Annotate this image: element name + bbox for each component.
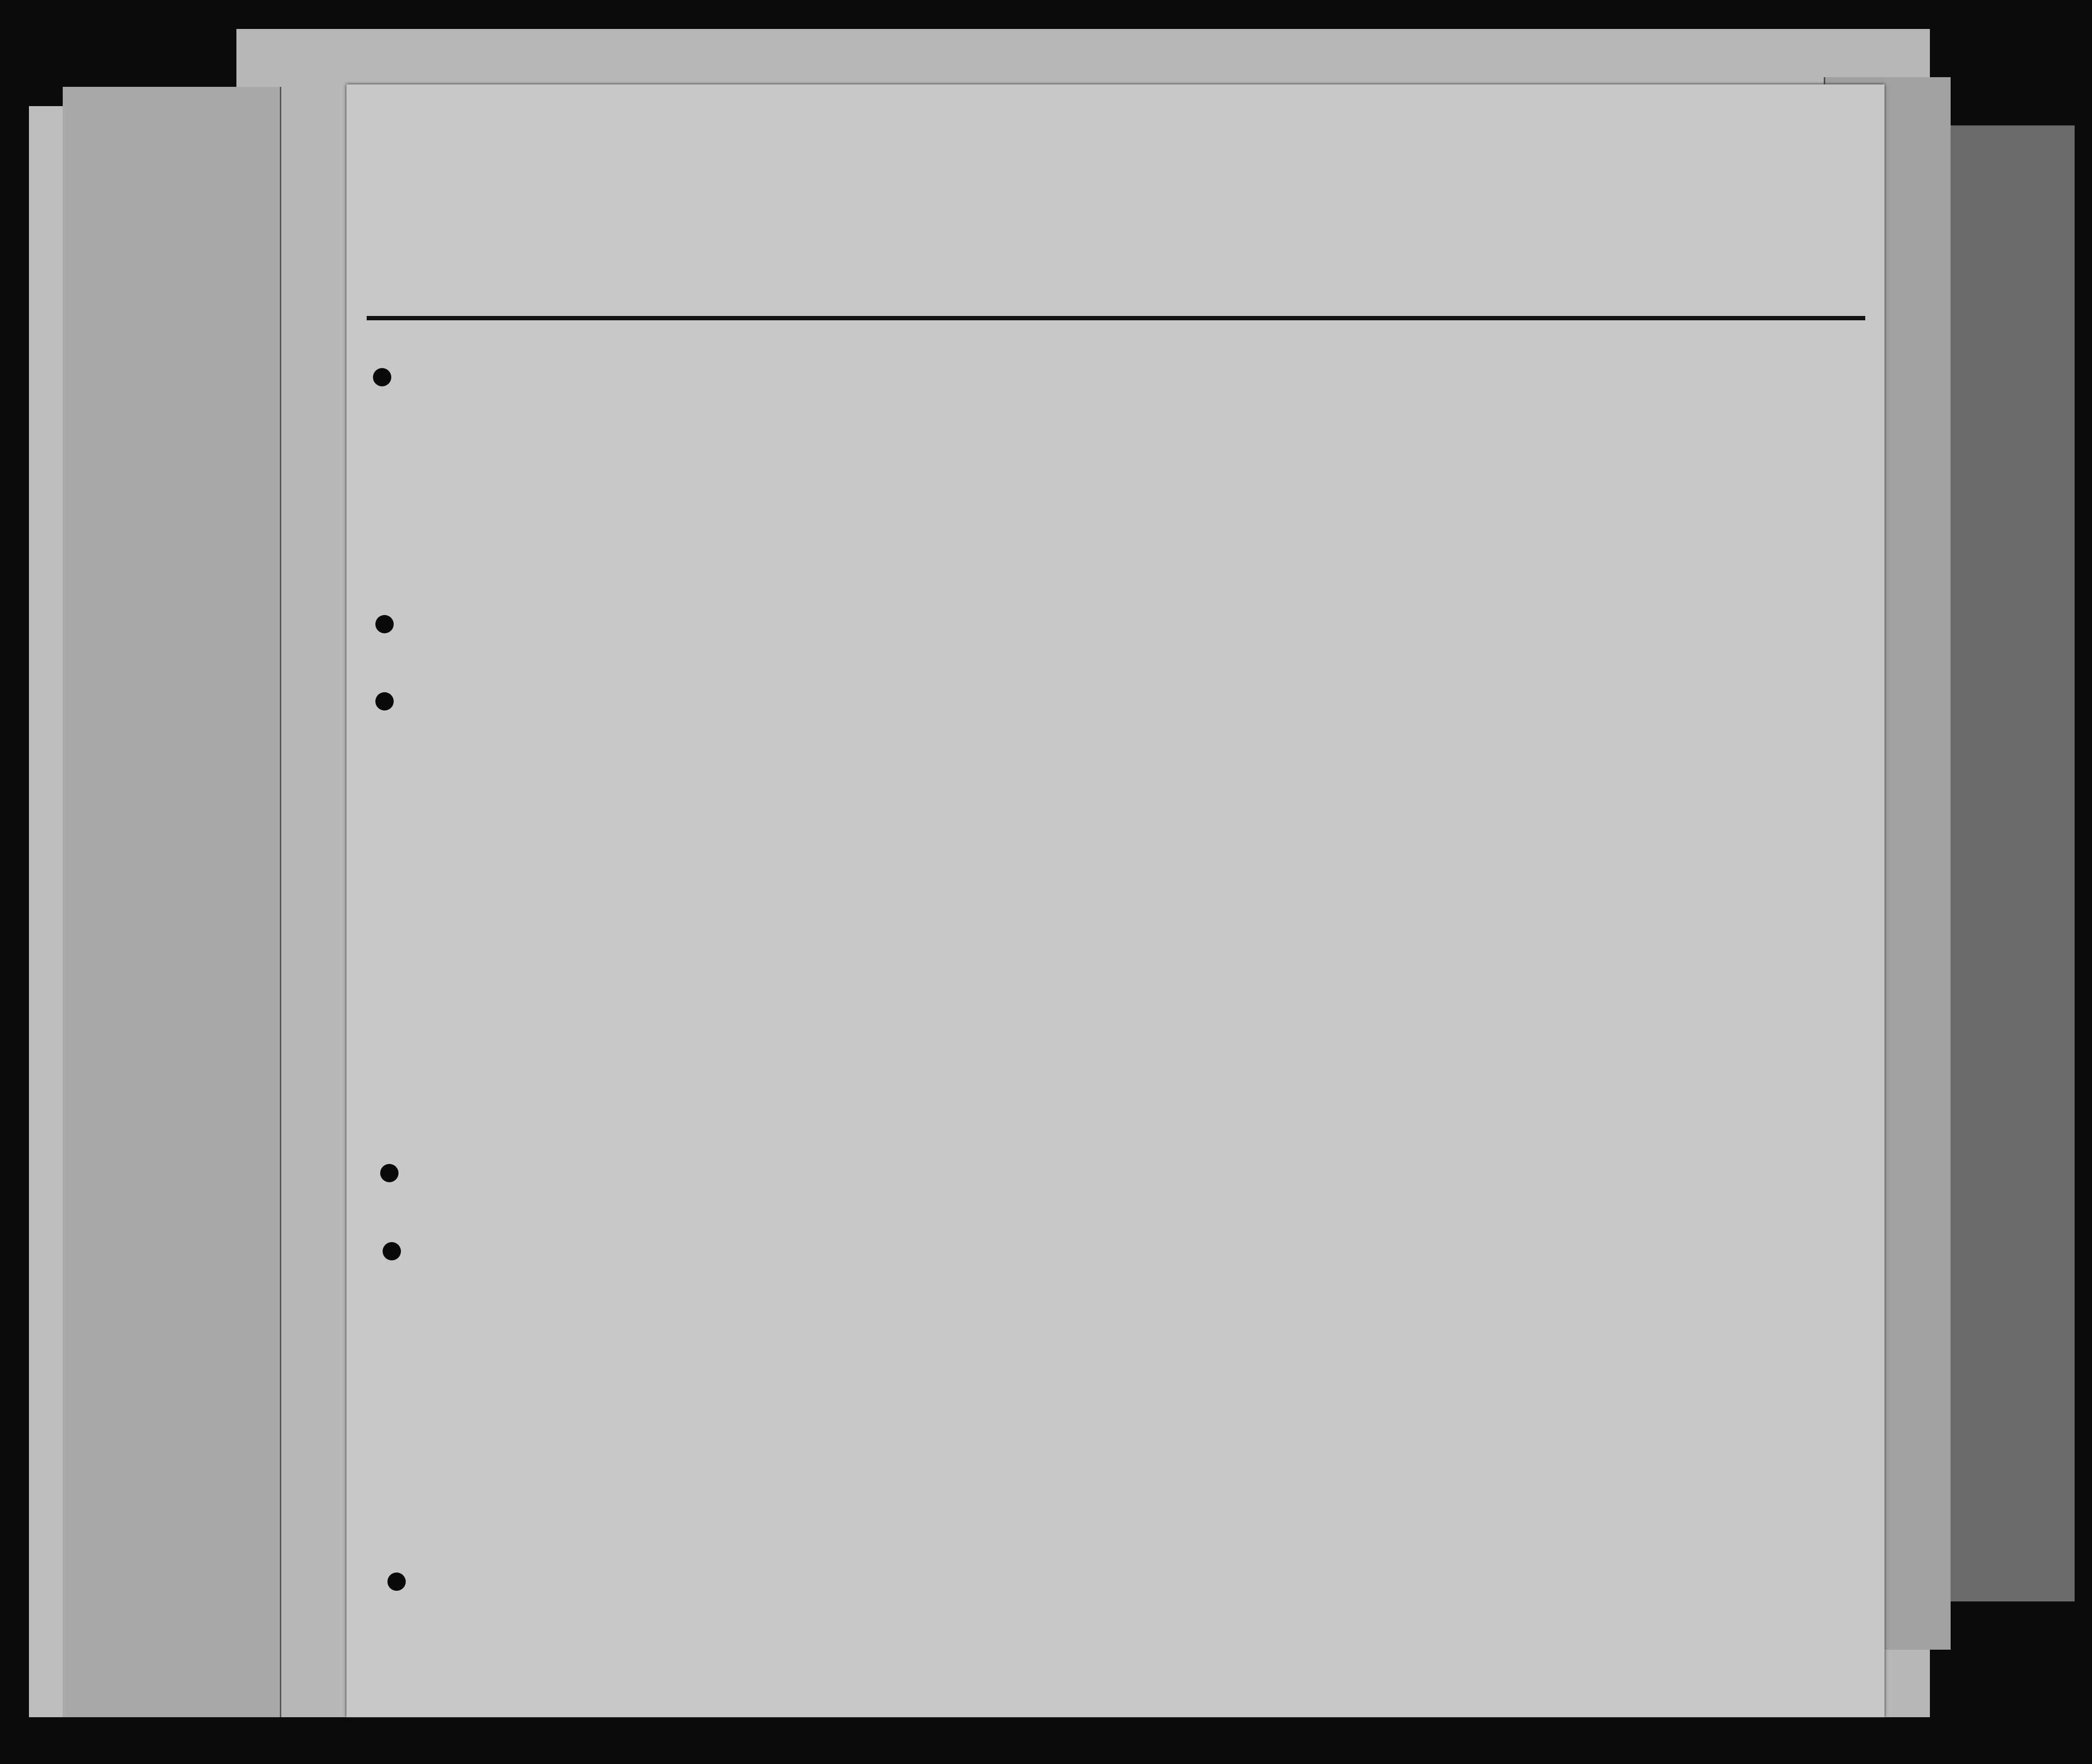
manifest-sheet [346, 84, 1885, 1717]
binder-hole [375, 615, 394, 633]
binder-hole [375, 692, 394, 711]
table-grid [346, 84, 1885, 1717]
binder-hole [380, 1164, 399, 1182]
binder-hole [387, 1573, 406, 1591]
left-paper-sheet [63, 87, 281, 1717]
binder-hole [383, 1242, 401, 1260]
binder-hole [373, 368, 391, 386]
